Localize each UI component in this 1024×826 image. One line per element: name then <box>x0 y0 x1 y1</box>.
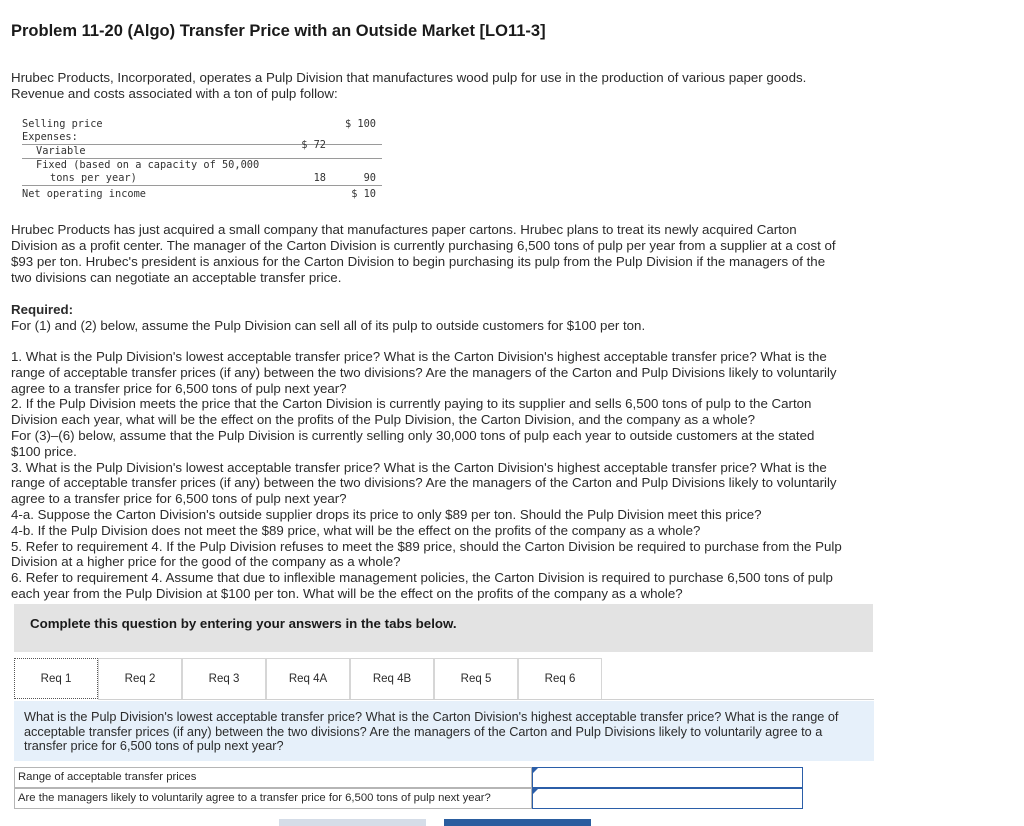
fixed-label-line1: Fixed (based on a capacity of 50,000 <box>36 159 260 171</box>
net-income-label: Net operating income <box>22 188 146 200</box>
tab-req-4b[interactable]: Req 4B <box>350 658 434 699</box>
fixed-label-line2: tons per year) <box>50 172 137 184</box>
divider <box>22 185 382 186</box>
row-variable <box>22 139 382 158</box>
row-expenses <box>22 131 382 144</box>
question-3: 3. What is the Pulp Division's lowest acceptable transfer price? What is the Carton Division's highest acceptable transfer price? What is the range of acceptable transfer prices (if any) between the two divisions? Are the managers of the Carton and Pulp Divisions likely to voluntarily agree to a transfer price for 6,500 tons of pulp next year? <box>11 459 837 507</box>
question-5: 5. Refer to requirement 4. If the Pulp Division refuses to meet the $89 price, should the Carton Division be required to purchase from the Pulp Division at a higher price for the good of the company as a whole? <box>11 538 842 570</box>
row-selling-price <box>22 118 382 131</box>
selling-price-label: Selling price <box>22 118 103 130</box>
row-fixed <box>22 159 382 172</box>
income-statement <box>22 118 382 204</box>
next-button[interactable] <box>444 819 591 826</box>
range-label: Range of acceptable transfer prices <box>14 767 532 788</box>
question-4b: 4-b. If the Pulp Division does not meet the $89 price, what will be the effect on the profits of the company as a whole? <box>11 522 701 538</box>
tab-baseline <box>98 699 874 700</box>
scenario-text: Hrubec Products has just acquired a small company that manufactures paper cartons. Hrubec plans to treat its newly acquired Carton Division as a profit center. The manager of the Carton Division is currently purchasing 6,500 tons of pulp per year from a supplier at a cost of $93 per ton. Hrubec's president is anxious for the Carton Division to begin purchasing its pulp from the Pulp Division if the managers of the two divisions can negotiate an acceptable transfer price. <box>11 222 836 285</box>
tab-req-5[interactable]: Req 5 <box>434 658 518 699</box>
tab-req-1[interactable]: Req 1 <box>14 658 98 699</box>
fixed-value: 18 <box>313 172 326 184</box>
expenses-label: Expenses: <box>22 131 78 143</box>
tab-req-2[interactable]: Req 2 <box>98 658 182 699</box>
question-2: 2. If the Pulp Division meets the price that the Carton Division is currently paying to its supplier and sells 6,500 tons of pulp to the Carton Division each year, what will be the effect on the profits of the Pulp Division, the Carton Division, and the company as a whole? <box>11 396 812 428</box>
tab-req-6[interactable]: Req 6 <box>518 658 602 699</box>
row-fixed-cont <box>22 172 382 185</box>
net-income-value: $ 10 <box>351 188 376 200</box>
row-net-income <box>22 188 382 201</box>
answer-row-range <box>14 767 803 788</box>
answer-row-agree <box>14 788 803 809</box>
selling-price-value: $ 100 <box>345 118 376 130</box>
answer-table <box>14 767 803 810</box>
tab-req-4a[interactable]: Req 4A <box>266 658 350 699</box>
agree-label: Are the managers likely to voluntarily agree to a transfer price for 6,500 tons of pulp next year? <box>14 788 532 809</box>
range-input[interactable] <box>532 767 803 788</box>
agree-input[interactable] <box>532 788 803 809</box>
required-note: For (1) and (2) below, assume the Pulp Division can sell all of its pulp to outside customers for $100 per ton. <box>11 318 646 333</box>
instruction-text: Complete this question by entering your answers in the tabs below. <box>30 616 457 631</box>
question-6: 6. Refer to requirement 4. Assume that due to inflexible management policies, the Carton Division is required to purchase 6,500 tons of pulp each year from the Pulp Division at $100 per ton. What will be the effect on the profits of the company as a whole? <box>11 570 833 601</box>
requirement-tabs <box>14 658 874 700</box>
variable-value: $ 72 <box>301 139 326 151</box>
total-expenses-value: 90 <box>363 172 376 184</box>
required-heading: Required: <box>11 302 74 317</box>
instruction-bar <box>14 604 873 652</box>
question-4a: 4-a. Suppose the Carton Division's outside supplier drops its price to only $89 per ton. Should the Pulp Division meet this price? <box>11 506 762 522</box>
variable-label: Variable <box>36 145 86 157</box>
question-list <box>11 349 846 602</box>
intro-text: Hrubec Products, Incorporated, operates a Pulp Division that manufactures wood pulp for use in the production of various paper goods. Revenue and costs associated with a ton of pulp follow: <box>11 70 807 101</box>
tab-req-3[interactable]: Req 3 <box>182 658 266 699</box>
question-1: 1. What is the Pulp Division's lowest acceptable transfer price? What is the Carton Division's highest acceptable transfer price? What is the range of acceptable transfer prices (if any) between the two divisions? Are the managers of the Carton and Pulp Divisions likely to voluntarily agree to a transfer price for 6,500 tons of pulp next year? <box>11 349 837 396</box>
assumption-note: For (3)–(6) below, assume that the Pulp Division is currently selling only 30,000 tons of pulp each year to outside customers at the stated $100 price. <box>11 427 815 459</box>
prev-button[interactable] <box>279 819 426 826</box>
problem-title: Problem 11-20 (Algo) Transfer Price with an Outside Market [LO11-3] <box>11 22 546 40</box>
tab-prompt: What is the Pulp Division's lowest acceptable transfer price? What is the Carton Division's highest acceptable transfer price? What is the range of acceptable transfer prices (if any) between the two divisions? Are the managers of the Carton and Pulp Divisions likely to voluntarily agree to a transfer price for 6,500 tons of pulp next year? <box>14 701 874 761</box>
